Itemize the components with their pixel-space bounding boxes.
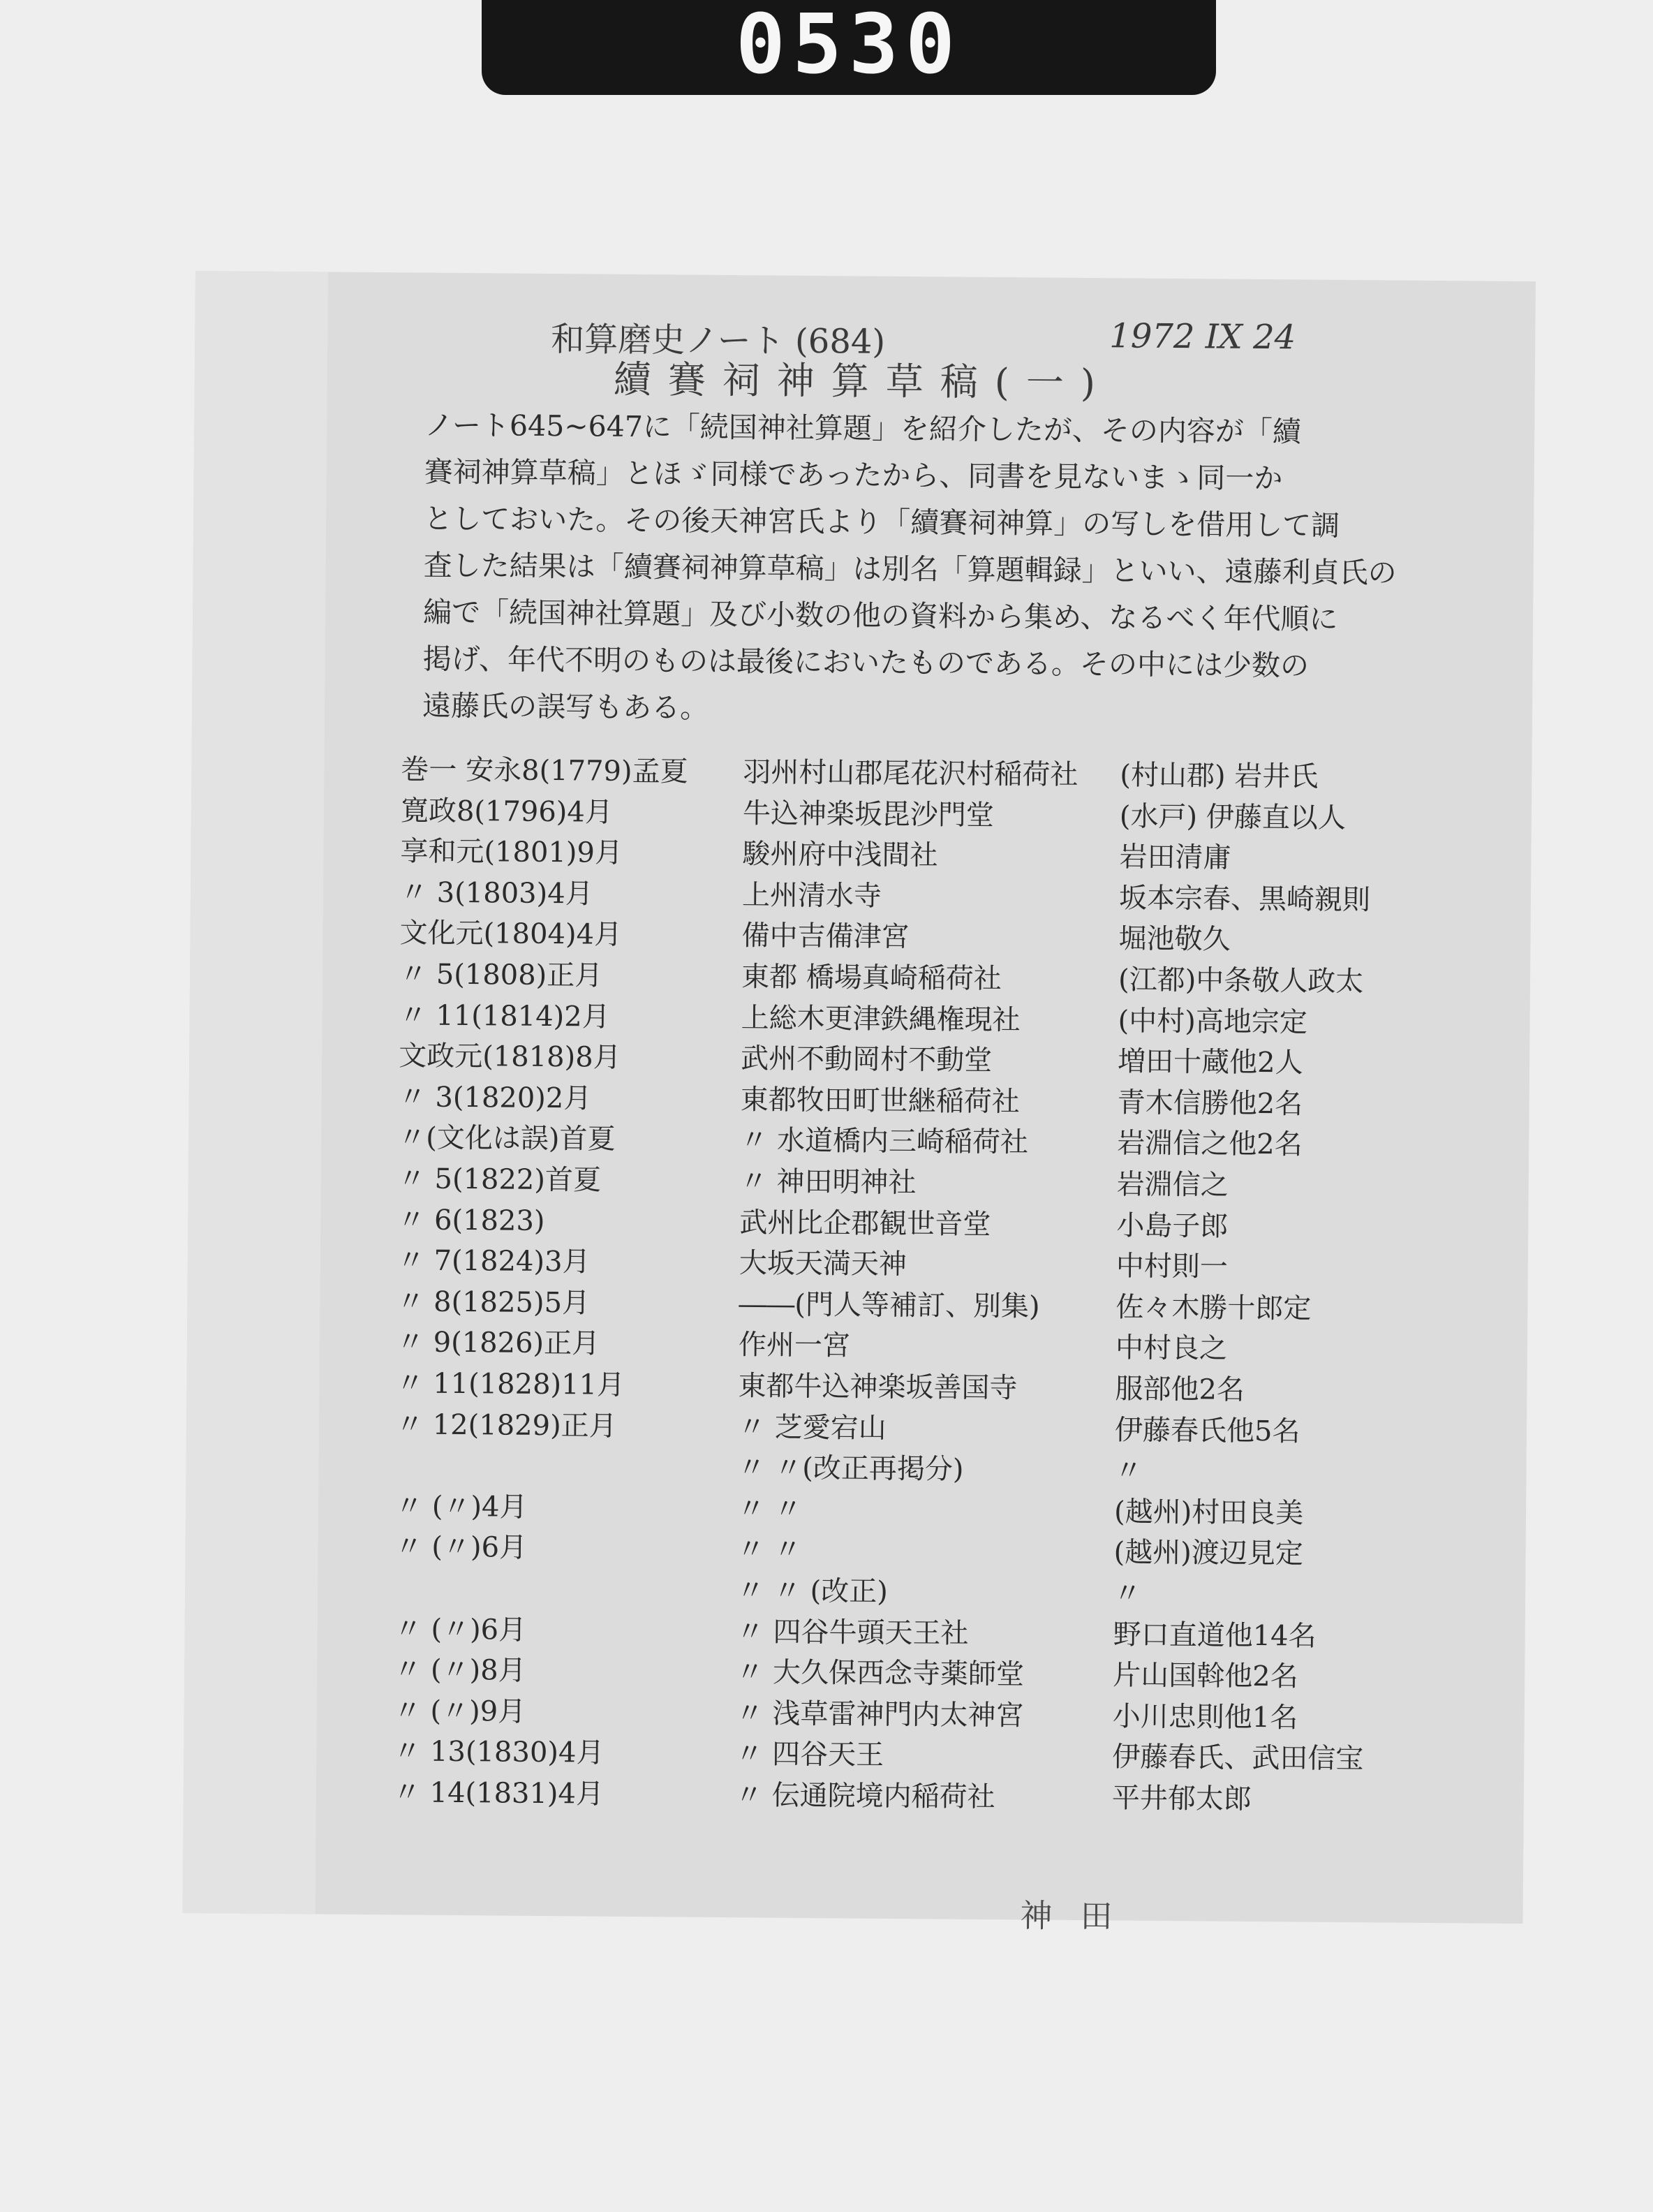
entry-place: 〃 〃 (改正) (736, 1575, 888, 1608)
entry-place: 大坂天満天神 (739, 1247, 907, 1281)
entry-date: 〃 7(1824)3月 (396, 1244, 591, 1278)
entry-author: (村山郡) 岩井氏 (1120, 759, 1319, 793)
entry-place: 〃 四谷天王 (735, 1738, 884, 1772)
entry-place: 駿州府中浅間社 (742, 838, 938, 872)
entry-place: 〃 芝愛宕山 (737, 1410, 887, 1445)
entry-author: 中村則一 (1115, 1250, 1229, 1283)
entry-author: 〃 (1114, 1454, 1143, 1487)
entry-date: 巻一 安永8(1779)孟夏 (401, 753, 688, 788)
entry-place: 東都 橋場真崎稲荷社 (741, 961, 1002, 996)
intro-line: ノート645~647に「続国神社算題」を紹介したが、その内容が「續 (424, 408, 1302, 449)
document-subtitle: 續賽祠神算草稿(一) (613, 357, 1113, 406)
entry-place: 〃 大久保西念寺薬師堂 (736, 1656, 1025, 1691)
entry-author: 服部他2名 (1115, 1373, 1245, 1406)
entry-date: 文化元(1804)4月 (399, 917, 623, 952)
entry-place: 〃 浅草雷神門内太神宮 (735, 1697, 1024, 1732)
entry-place: 東都牧田町世継稲荷社 (740, 1083, 1020, 1119)
entry-place: 〃 〃(改正再掲分) (737, 1452, 964, 1486)
entry-place: 上総木更津鉄縄権現社 (741, 1001, 1021, 1036)
entry-author: 青木信勝他2名 (1117, 1086, 1303, 1121)
entry-date: 〃 5(1822)首夏 (397, 1163, 602, 1197)
entry-author: 増田十蔵他2人 (1117, 1045, 1303, 1079)
entry-author: (越州)村田良美 (1113, 1496, 1304, 1530)
document-sheet (183, 271, 1536, 1936)
entry-place: 〃 〃 (736, 1492, 802, 1526)
entry-date: 寛政8(1796)4月 (400, 794, 614, 829)
entry-author: (水戸) 伊藤直以人 (1119, 800, 1347, 834)
entry-author: 片山国斡他2名 (1113, 1659, 1298, 1693)
entry-author: 岩田清庸 (1119, 841, 1231, 874)
entry-author: 小島子郎 (1116, 1209, 1229, 1243)
entry-place: 〃 四谷牛頭天王社 (736, 1615, 969, 1650)
entry-place: 武州比企郡観世音堂 (739, 1206, 991, 1241)
entry-author: (中村)高地宗定 (1118, 1005, 1307, 1039)
entry-date: 〃 (〃)4月 (394, 1490, 528, 1524)
entry-date: 〃 12(1829)正月 (395, 1408, 617, 1443)
entry-author: 坂本宗春、黒崎親則 (1118, 882, 1371, 917)
entry-place: 武州不動岡村不動堂 (740, 1042, 993, 1077)
entry-date: 享和元(1801)9月 (400, 835, 623, 870)
intro-line: 賽祠神算草稿」とほゞ同様であったから、同書を見ないまゝ同一か (424, 455, 1283, 496)
entry-place: 羽州村山郡尾花沢村稲荷社 (743, 756, 1078, 791)
entry-place: 備中吉備津宮 (741, 920, 910, 954)
intro-line: 査した結果は「續賽祠神算草稿」は別名「算題輯録」といい、遠藤利貞氏の (423, 548, 1397, 590)
entry-author: 〃 (1113, 1577, 1142, 1610)
intro-line: 遠藤氏の誤写もある。 (422, 688, 709, 725)
frame-number-tab (482, 0, 1216, 95)
entry-author: 伊藤春氏他5名 (1114, 1413, 1300, 1448)
entry-date: 〃 (〃)6月 (394, 1612, 527, 1646)
entry-place: 作州一宮 (738, 1329, 851, 1362)
document-date: 1972 IX 24 (1109, 316, 1296, 357)
entry-date: 〃 3(1803)4月 (399, 876, 593, 910)
entry-place: 〃 〃 (736, 1533, 802, 1567)
intro-line: 掲げ、年代不明のものは最後においたものである。その中には少数の (422, 642, 1310, 683)
entry-place: 〃 神田明神社 (739, 1165, 917, 1200)
entry-date: 〃 (〃)9月 (393, 1695, 526, 1728)
entry-author: 岩淵信之他2名 (1117, 1127, 1303, 1161)
entry-author: 野口直道他14名 (1113, 1618, 1317, 1653)
entry-author: 小川忠則他1名 (1112, 1700, 1298, 1734)
entry-date: 〃 11(1828)11月 (396, 1367, 625, 1401)
entry-date: 〃 (〃)6月 (394, 1531, 528, 1565)
entry-date: 〃 9(1826)正月 (396, 1326, 600, 1360)
entry-date: 〃 13(1830)4月 (393, 1735, 605, 1770)
document-title: 和算磨史ノート (684) (551, 320, 886, 362)
footer-signature: 神田 (1020, 1896, 1141, 1936)
entry-author: 伊藤春氏、武田信宝 (1112, 1741, 1364, 1776)
entry-place: 牛込神楽坂毘沙門堂 (742, 797, 995, 832)
entry-date: 〃 14(1831)4月 (392, 1776, 605, 1811)
entry-date: 〃 3(1820)2月 (398, 1081, 592, 1115)
entry-date: 〃(文化は誤)首夏 (398, 1121, 616, 1156)
entry-date: 〃 (〃)8月 (394, 1653, 526, 1687)
entry-place: 〃 伝通院境内稲荷社 (734, 1779, 995, 1814)
entry-date: 〃 8(1825)5月 (396, 1285, 591, 1320)
entry-author: 堀池敬久 (1118, 922, 1231, 957)
entry-author: 中村良之 (1115, 1332, 1228, 1366)
entry-author: 平井郁太郎 (1111, 1782, 1252, 1815)
entry-date: 文政元(1818)8月 (398, 1040, 621, 1075)
entry-author: (越州)渡辺見定 (1113, 1536, 1304, 1570)
entry-place: 〃 水道橋内三崎稲荷社 (740, 1124, 1029, 1159)
entry-author: (江都)中条敬人政太 (1118, 964, 1364, 998)
entry-date: 〃 6(1823) (397, 1203, 545, 1237)
intro-line: としておいた。その後天神宮氏より「續賽祠神算」の写しを借用して調 (424, 501, 1340, 543)
entry-date: 〃 5(1808)正月 (399, 958, 603, 992)
entry-place: ――(門人等補訂、別集) (739, 1288, 1040, 1323)
entry-date: 〃 11(1814)2月 (399, 998, 610, 1033)
entry-place: 東都牛込神楽坂善国寺 (738, 1370, 1018, 1405)
frame-number: 0530 (735, 0, 963, 92)
intro-line: 編で「続国神社算題」及び小数の他の資料から集め、なるべく年代順に (422, 595, 1338, 636)
intro-paragraph (422, 402, 1500, 738)
entry-author: 佐々木勝十郎定 (1115, 1291, 1312, 1325)
entry-place: 上州清水寺 (741, 878, 882, 913)
entry-author: 岩淵信之 (1116, 1168, 1229, 1202)
